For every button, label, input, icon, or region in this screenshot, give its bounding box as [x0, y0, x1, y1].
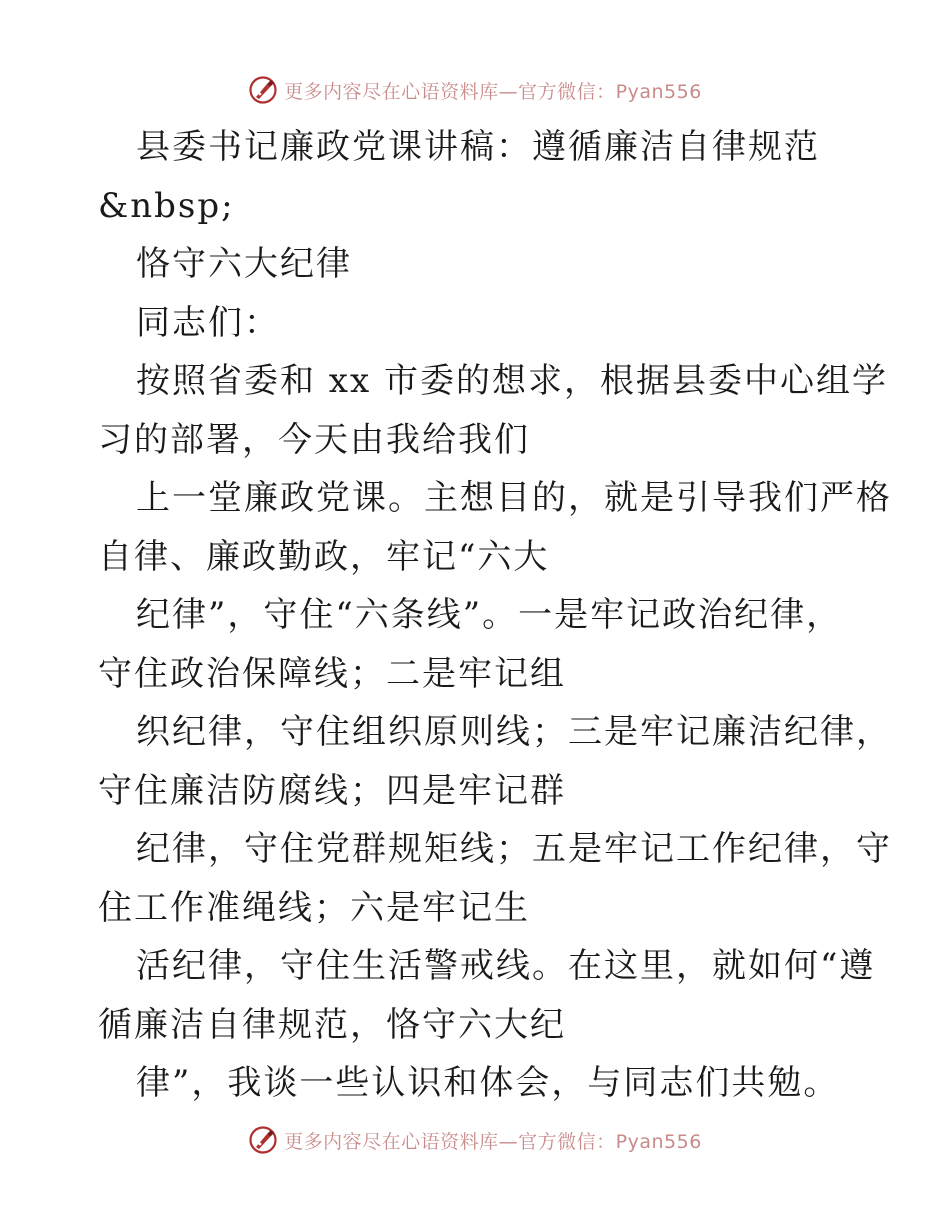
paragraph-line: 活纪律，守住生活警戒线。在这里，就如何“遵: [136, 946, 876, 986]
paragraph-line: 织纪律，守住组织原则线；三是牢记廉洁纪律，: [136, 712, 892, 752]
paragraph-line: 住工作准绳线；六是牢记生: [98, 887, 530, 928]
paragraph-line: 按照省委和 xx 市委的想求，根据县委中心组学: [136, 361, 888, 401]
paragraph-line: 习的部署，今天由我给我们: [98, 419, 530, 460]
paragraph-line: 守住廉洁防腐线；四是牢记群: [98, 770, 566, 811]
paragraph-line: 纪律”，守住“六条线”。一是牢记政治纪律，: [136, 595, 843, 635]
salutation: 同志们：: [136, 302, 280, 343]
title-line-2: 恪守六大纪律: [136, 244, 352, 284]
document-body: [98, 118, 892, 1113]
paragraph-line: 循廉洁自律规范，恪守六大纪: [98, 1004, 566, 1045]
header-banner-text: 更多内容尽在心语资料库—官方微信：Pyan556: [284, 80, 702, 103]
pen-nib-logo-icon: [248, 75, 278, 105]
paragraph-line: 上一堂廉政党课。主想目的，就是引导我们严格: [136, 478, 892, 518]
footer-banner-text: 更多内容尽在心语资料库—官方微信：Pyan556: [284, 1130, 702, 1153]
title-line-1: 县委书记廉政党课讲稿：遵循廉洁自律规范: [136, 127, 820, 167]
paragraph-line: 自律、廉政勤政，牢记“六大: [98, 536, 550, 577]
header-banner: [0, 70, 950, 110]
pen-nib-logo-icon: [248, 1125, 278, 1155]
footer-banner: [0, 1120, 950, 1160]
paragraph-line: 纪律，守住党群规矩线；五是牢记工作纪律，守: [136, 829, 892, 869]
stray-entity-line: &nbsp;: [98, 185, 235, 226]
paragraph-line: 守住政治保障线；二是牢记组: [98, 653, 566, 694]
paragraph-line: 律”，我谈一些认识和体会，与同志们共勉。: [136, 1063, 840, 1103]
